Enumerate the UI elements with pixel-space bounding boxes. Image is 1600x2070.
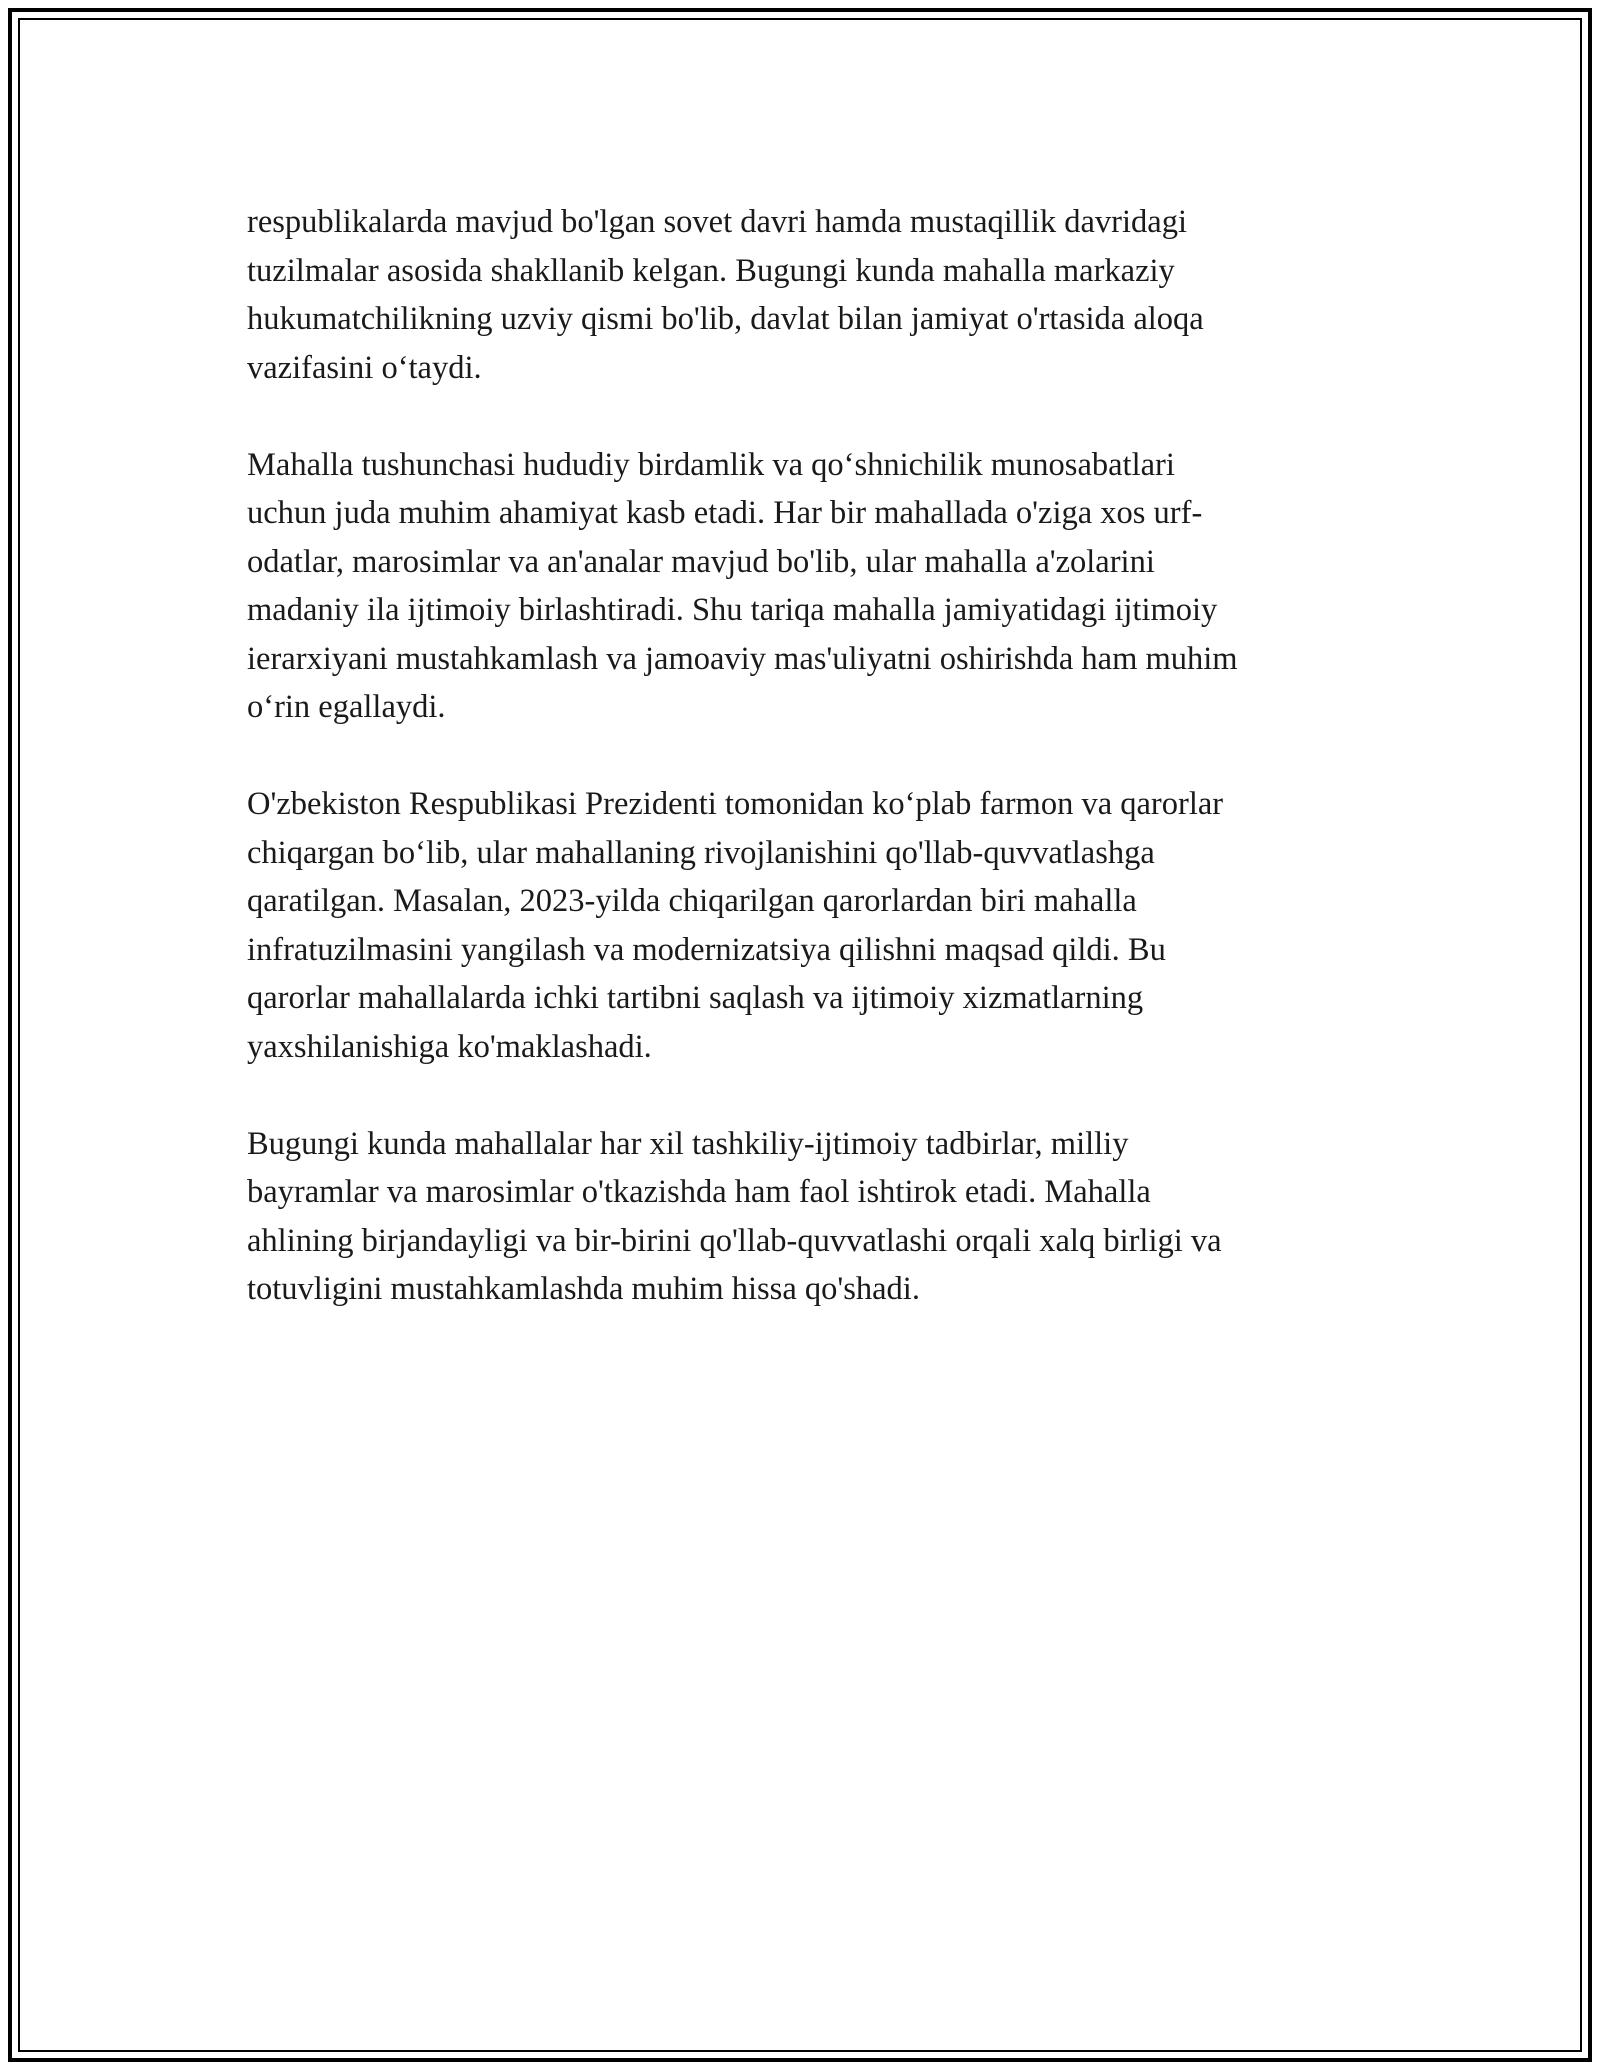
text-line: odatlar, marosimlar va an'analar mavjud bo'lib, ular mahalla a'zolarini xyxy=(247,543,1155,580)
text-line: respublikalarda mavjud bo'lgan sovet davri hamda mustaqillik davridagi xyxy=(247,204,1187,240)
text-line: bayramlar va marosimlar o'tkazishda ham faol ishtirok etadi. Mahalla xyxy=(247,1174,1151,1210)
text-line: chiqargan bo‘lib, ular mahallaning rivojlanishini qo'llab-quvvatlashga xyxy=(247,834,1155,871)
text-line: vazifasini o‘taydi. xyxy=(247,349,482,386)
text-line: o‘rin egallaydi. xyxy=(247,689,446,725)
text-line: yaxshilanishiga ko'maklashadi. xyxy=(247,1028,652,1065)
text-line: infratuzilmasini yangilash va modernizatsiya qilishni maqsad qildi. Bu xyxy=(247,931,1166,968)
text-line: madaniy ila ijtimoiy birlashtiradi. Shu tariqa mahalla jamiyatidagi ijtimoiy xyxy=(247,592,1218,628)
document-body xyxy=(247,198,1377,1362)
text-line: ierarxiyani mustahkamlash va jamoaviy mas'uliyatni oshirishda ham muhim xyxy=(247,640,1238,677)
text-line: hukumatchilikning uzviy qismi bo'lib, davlat bilan jamiyat o'rtasida aloqa xyxy=(247,301,1204,337)
paragraph-3 xyxy=(247,780,1377,1071)
text-line: qaratilgan. Masalan, 2023-yilda chiqarilgan qarorlardan biri mahalla xyxy=(247,883,1137,919)
text-line: tuzilmalar asosida shakllanib kelgan. Bugungi kunda mahalla markaziy xyxy=(247,252,1175,289)
page-frame xyxy=(8,8,1592,2062)
text-line: totuvligini mustahkamlashda muhim hissa qo'shadi. xyxy=(247,1271,920,1307)
text-line: ahlining birjandayligi va bir-birini qo'llab-quvvatlashi orqali xalq birligi va xyxy=(247,1222,1222,1259)
text-line: Mahalla tushunchasi hududiy birdamlik va qo‘shnichilik munosabatlari xyxy=(247,446,1175,483)
text-line: O'zbekiston Respublikasi Prezidenti tomonidan ko‘plab farmon va qarorlar xyxy=(247,786,1224,822)
paragraph-1 xyxy=(247,198,1377,392)
paragraph-4 xyxy=(247,1120,1377,1314)
text-line: qarorlar mahallalarda ichki tartibni saqlash va ijtimoiy xizmatlarning xyxy=(247,980,1144,1016)
text-line: Bugungi kunda mahallalar har xil tashkiliy-ijtimoiy tadbirlar, milliy xyxy=(247,1125,1129,1162)
paragraph-2 xyxy=(247,441,1377,732)
text-line: uchun juda muhim ahamiyat kasb etadi. Har bir mahallada o'ziga xos urf- xyxy=(247,495,1203,531)
